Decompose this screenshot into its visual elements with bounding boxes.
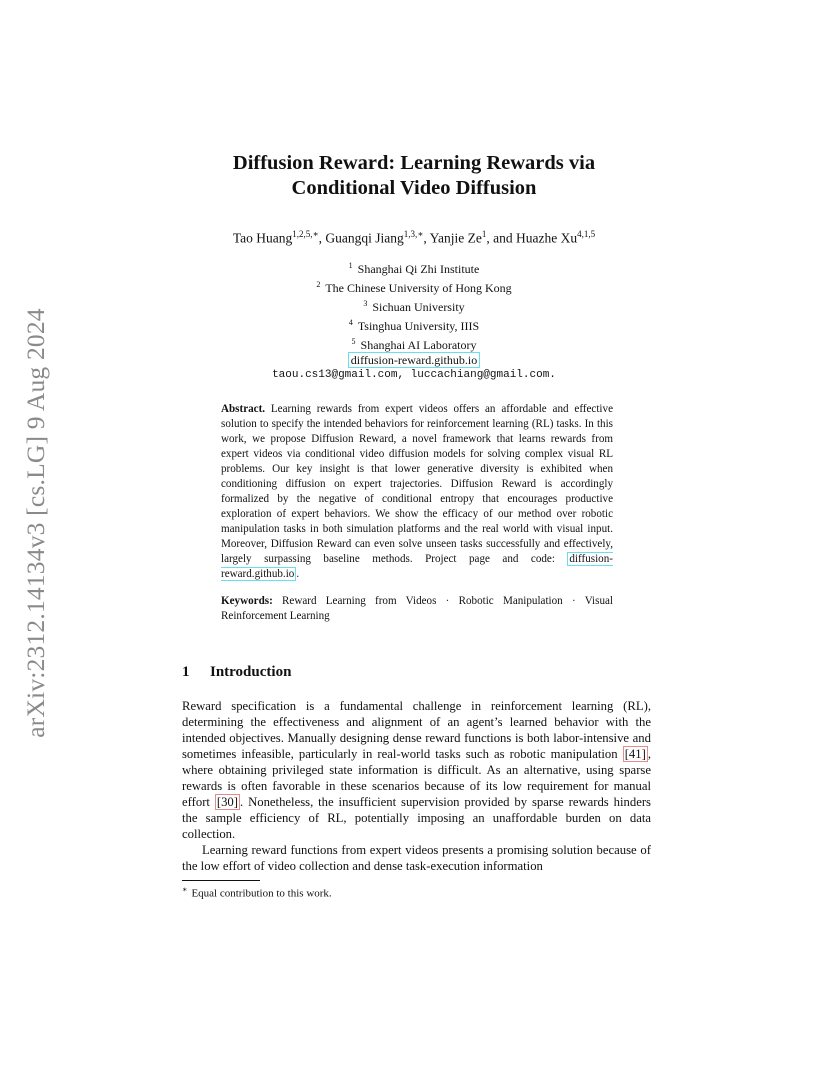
affiliation-number: 4 xyxy=(348,318,353,327)
author-affiliation-marks: 1 xyxy=(481,229,487,239)
affiliation-name: The Chinese University of Hong Kong xyxy=(325,281,512,295)
affiliation-list xyxy=(0,258,828,383)
paragraph: Learning reward functions from expert videos presents a promising solution because of the low effort of video collection and dense task-execution information xyxy=(182,843,651,873)
affiliation-number: 3 xyxy=(363,299,368,308)
affiliation-name: Tsinghua University, IIIS xyxy=(357,319,480,333)
affiliation-number: 5 xyxy=(351,337,356,346)
author-name: Huazhe Xu xyxy=(516,230,578,246)
affiliation-name: Shanghai Qi Zhi Institute xyxy=(357,262,480,276)
title-line-2: Conditional Video Diffusion xyxy=(291,177,537,199)
keywords-text: Reward Learning from Videos · Robotic Manipulation · Visual Reinforcement Learning xyxy=(221,595,613,622)
affiliation-name: Sichuan University xyxy=(372,300,465,314)
introduction-body xyxy=(182,698,651,874)
abstract-end: . xyxy=(296,568,300,580)
footnote-mark: ∗ xyxy=(182,885,188,894)
section-title: Introduction xyxy=(210,664,292,680)
paper-title xyxy=(0,151,828,201)
author-name: Yanjie Ze xyxy=(429,230,482,246)
abstract-project-link[interactable]: diffusion-reward.github.io xyxy=(221,553,613,580)
citation-link[interactable]: [41] xyxy=(624,747,646,761)
footnote-rule xyxy=(182,880,260,881)
section-number: 1 xyxy=(182,664,190,680)
paragraph-text: Reward specification is a fundamental challenge in reinforcement learning (RL), determining the effectiveness and alignment of an agent’s learned behavior with the intended objectives. Manually designing dense reward functions is both labor-intensive and sometimes infeasible, particularly in real-world tasks such as robotic manipulation xyxy=(182,699,651,761)
author-affiliation-marks: 1,2,5,∗ xyxy=(292,229,319,239)
affiliation xyxy=(0,258,828,277)
paragraph-text: . Nonetheless, the insufficient supervision provided by sparse rewards hinders the sample efficiency of RL, potentially imposing an unaffordable burden on data collection. xyxy=(182,795,651,841)
section-heading xyxy=(182,664,291,681)
abstract-block xyxy=(221,402,613,624)
arxiv-identifier: arXiv:2312.14134v3 [cs.LG] 9 Aug 2024 xyxy=(21,308,50,738)
affiliation-name: Shanghai AI Laboratory xyxy=(360,338,477,352)
paragraph xyxy=(182,698,651,842)
project-link[interactable]: diffusion-reward.github.io xyxy=(348,352,480,368)
author-affiliation-marks: 4,1,5 xyxy=(577,229,596,239)
keywords-label: Keywords: xyxy=(221,595,273,607)
paragraph-text: , where obtaining privileged state information is difficult. As an alternative, using sparse rewards is often favorable in these scenarios because of its low requirement for manual effort xyxy=(182,747,651,809)
affiliation xyxy=(0,277,828,296)
affiliation-number: 2 xyxy=(316,280,321,289)
affiliation xyxy=(0,334,828,353)
author-list: Tao Huang$^{1,2,5,∗}$, Guangqi Jiang$^{1,3,∗}$, Yanjie Ze$^1$, and Huazhe Xu$^{4,1,5}$ xyxy=(232,229,596,246)
contact-emails: taou.cs13@gmail.com, luccachiang@gmail.com. xyxy=(272,369,556,381)
abstract-label: Abstract. xyxy=(221,403,266,415)
footnote xyxy=(182,885,332,900)
title-line-1: Diffusion Reward: Learning Rewards via xyxy=(232,152,596,174)
affiliation xyxy=(0,315,828,334)
author-affiliation-marks: 1,3,∗ xyxy=(403,229,424,239)
abstract-text: Learning rewards from expert videos offers an affordable and effective solution to specify the intended behaviors for reinforcement learning (RL) tasks. In this work, we propose Diffusion Reward, a novel framework that learns rewards from expert videos via conditional video diffusion models for solving complex visual RL problems. Our key insight is that lower generative diversity is exhibited when conditioning diffusion on expert trajectories. Diffusion Reward is accordingly formalized by the negative of conditional entropy that encourages productive exploration of expert behaviors. We show the efficacy of our method over robotic manipulation tasks in both simulation platforms and the real world with visual input. Moreover, Diffusion Reward can even solve unseen tasks successfully and effectively, largely surpassing baseline methods. Project page and code: xyxy=(221,403,613,565)
author-name: Guangqi Jiang xyxy=(325,230,404,246)
affiliation-number: 1 xyxy=(348,261,353,270)
footnote-text: Equal contribution to this work. xyxy=(191,887,332,900)
affiliation xyxy=(0,296,828,315)
author-name: Tao Huang xyxy=(232,230,293,246)
citation-link[interactable]: [30] xyxy=(216,795,238,809)
